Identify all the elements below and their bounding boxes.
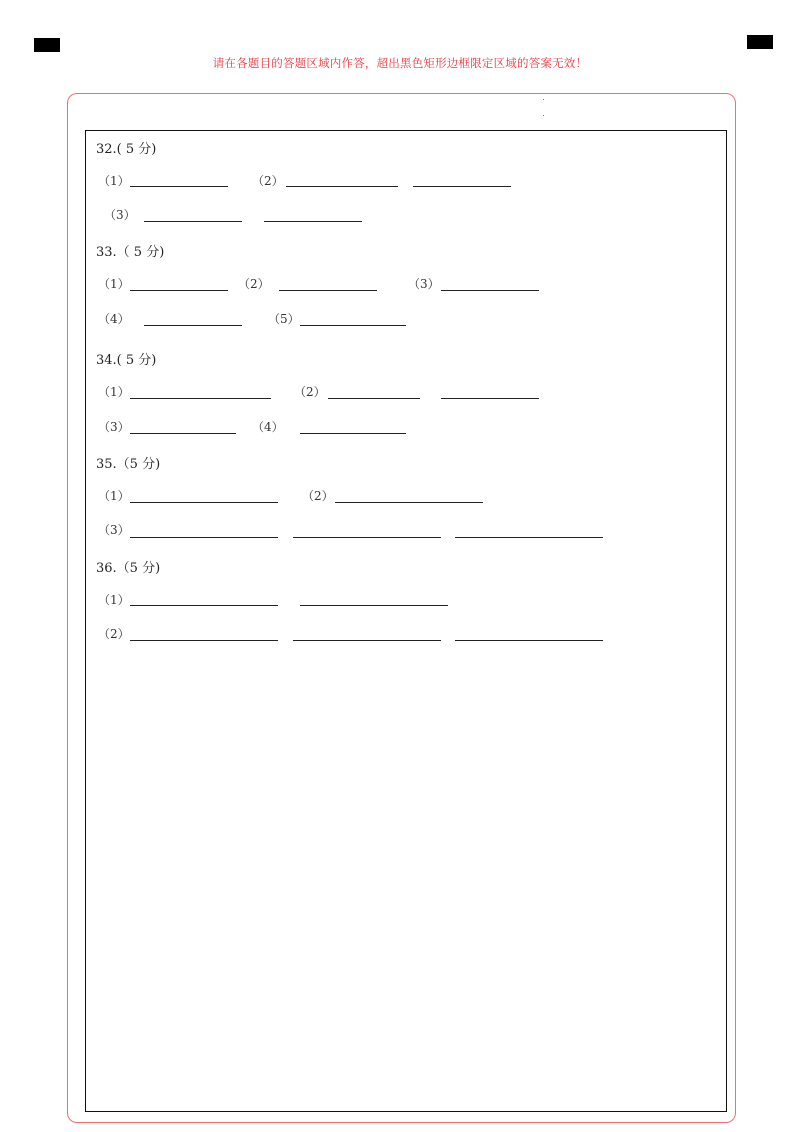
question-35-title: 35.（5 分) — [96, 457, 161, 472]
q32-answer-line-2b[interactable] — [413, 186, 511, 187]
q33-answer-line-4[interactable] — [144, 325, 242, 326]
q33-answer-line-2[interactable] — [279, 290, 377, 291]
q32-answer-line-1[interactable] — [130, 186, 228, 187]
q32-answer-line-2a[interactable] — [286, 186, 398, 187]
question-33-title: 33.（ 5 分) — [96, 245, 165, 260]
scan-dot — [543, 99, 544, 100]
q32-answer-line-3b[interactable] — [264, 221, 362, 222]
answer-area-warning: 请在各题目的答题区域内作答，超出黑色矩形边框限定区域的答案无效！ — [212, 56, 588, 70]
q35-part-2-label: （2） — [302, 489, 334, 503]
q33-answer-line-3[interactable] — [441, 290, 539, 291]
q34-part-4-label: （4） — [252, 420, 284, 434]
question-32-title: 32.( 5 分) — [96, 142, 157, 157]
q36-part-2-label: （2） — [98, 627, 130, 641]
question-36-title: 36.（5 分) — [96, 561, 161, 576]
q35-answer-line-3a[interactable] — [130, 537, 278, 538]
q33-part-4-label: （4） — [98, 312, 130, 326]
q36-answer-line-1b[interactable] — [300, 605, 448, 606]
question-34-title: 34.( 5 分) — [96, 353, 157, 368]
q34-answer-line-1[interactable] — [130, 398, 271, 399]
q35-answer-line-3c[interactable] — [455, 537, 603, 538]
q34-answer-line-4[interactable] — [300, 433, 406, 434]
q33-part-5-label: （5） — [268, 312, 300, 326]
q33-part-2-label: （2） — [238, 277, 270, 291]
q34-part-1-label: （1） — [98, 385, 130, 399]
q33-answer-line-1[interactable] — [130, 290, 228, 291]
q35-part-1-label: （1） — [98, 489, 130, 503]
q32-part-3-label: （3） — [104, 208, 136, 222]
q36-part-1-label: （1） — [98, 593, 130, 607]
q36-answer-line-2b[interactable] — [293, 640, 441, 641]
q34-part-2-label: （2） — [294, 385, 326, 399]
q33-part-3-label: （3） — [408, 277, 440, 291]
q33-answer-line-5[interactable] — [300, 325, 406, 326]
q34-answer-line-2a[interactable] — [328, 398, 420, 399]
q32-part-2-label: （2） — [252, 174, 284, 188]
q33-part-1-label: （1） — [98, 277, 130, 291]
q32-part-1-label: （1） — [98, 174, 130, 188]
q32-answer-line-3a[interactable] — [144, 221, 242, 222]
q35-answer-line-2[interactable] — [335, 502, 483, 503]
alignment-marker-left — [34, 38, 60, 52]
q36-answer-line-1a[interactable] — [130, 605, 278, 606]
q35-answer-line-3b[interactable] — [293, 537, 441, 538]
q35-answer-line-1[interactable] — [130, 502, 278, 503]
q36-answer-line-2a[interactable] — [130, 640, 278, 641]
alignment-marker-right — [747, 35, 773, 49]
q34-answer-line-3[interactable] — [130, 433, 236, 434]
q34-part-3-label: （3） — [98, 420, 130, 434]
answer-region — [85, 130, 727, 1112]
q35-part-3-label: （3） — [98, 523, 130, 537]
q34-answer-line-2b[interactable] — [441, 398, 539, 399]
q36-answer-line-2c[interactable] — [455, 640, 603, 641]
scan-dot — [543, 115, 544, 116]
